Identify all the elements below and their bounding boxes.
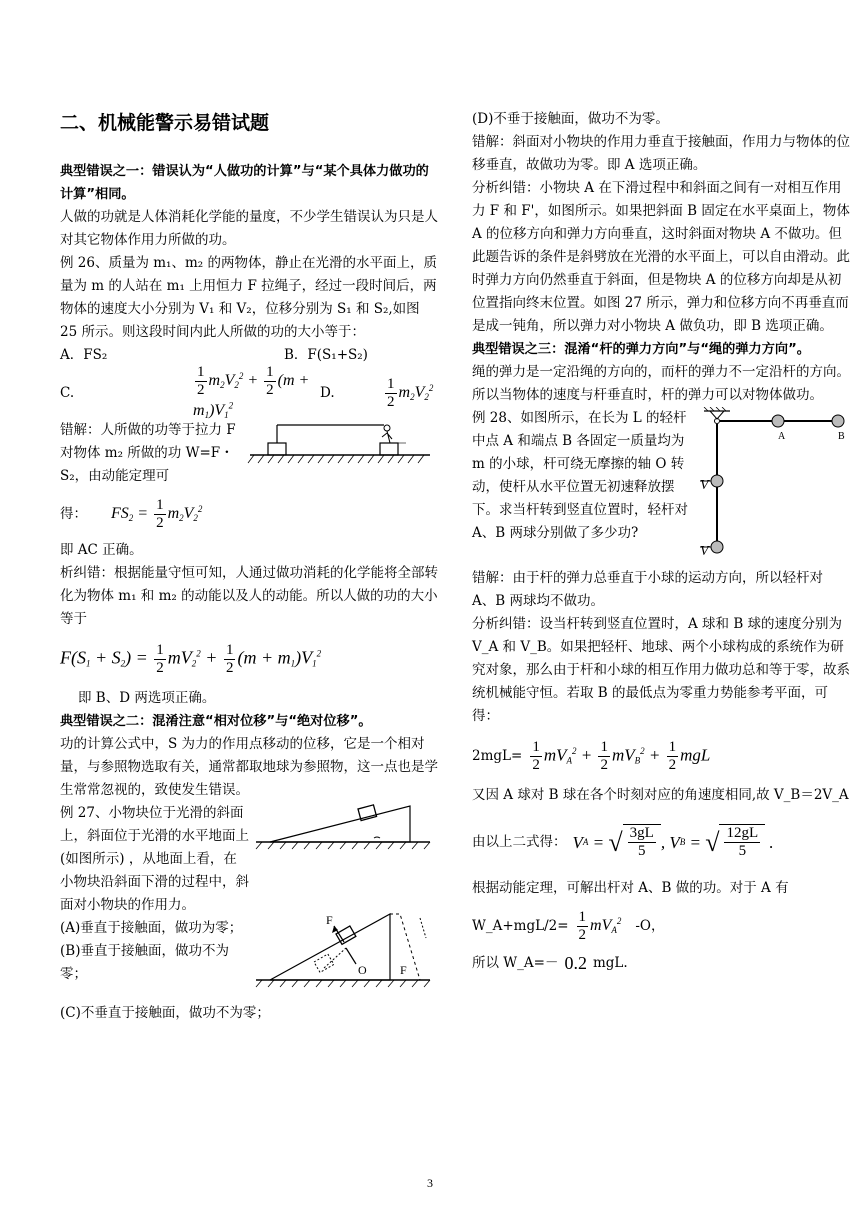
figure-28 [700,407,850,567]
page-title [60,108,269,138]
fig28-a-label: A [778,431,786,442]
example-27-option-d: (D)不垂于接触面，做功不为零。 [472,111,669,127]
ac-correct-text: 即 AC 正确。 [60,542,143,558]
example-28: 例 28、如图所示，在长为 L 的轻杆中点 A 和端点 B 各固定一质量均为 m 的小球，杆可绕无摩擦的轴 O 转动，使杆从水平位置无初速释放摆下。求当杆转到竖直位置时，轻杆对 A、B 两球分别做了多少功? [472,410,688,541]
work-equation: $F(S_1 + S_2)$ = $\frac{1}{2}$ $mV_2^2$ + $\frac{1}{2}$ $(m + m_1)V_1^2$ [60,641,322,676]
example-27-option-c: (C)不垂直于接触面，做功不为零； [60,1005,270,1021]
example-28-row [472,407,850,567]
page-number: 3 [427,1176,433,1190]
fig27-force2-label: F [400,963,407,977]
example-27-option-b: (B)垂直于接触面，做功不为零； [60,943,229,982]
fig27-o-label: O [358,963,367,977]
example-27-option-a: (A)垂直于接触面，做功为零； [60,920,243,936]
velocity-relation-text: 又因 A 球对 B 球在各个时刻对应的角速度相同,故 V_B＝2V_A [472,787,849,803]
right-column [472,108,850,975]
energy-theorem-text: 根据动能定理，可解出杆对 A、B 做的功。对于 A 有 [472,880,789,896]
section-title: 二、机械能警示易错试题 [60,112,270,134]
example-27: 例 27、小物块位于光滑的斜面上，斜面位于光滑的水平地面上(如图所示) ，从地面上看，在小物块沿斜面下滑的过程中，斜面对小物块的作用力。 [60,805,249,913]
analysis-text: 析纠错：根据能量守恒可知，人通过做功消耗的化学能将全部转化为物体 m₁ 和 m₂ 的动能以及人的动能。所以人做的功的大小等于 [60,565,438,627]
error2-intro: 功的计算公式中，S 为力的作用点移动的位移，它是一个相对量，与参照物选取有关，通常都取地球为参照物，这一点也是学生常常忽视的，致使发生错误。 [60,736,438,798]
option-a: A．FS₂ [60,347,108,363]
example-26: 例 26、质量为 m₁、m₂ 的两物体，静止在光滑的水平面上，质量为 m 的人站在 m₁ 上用恒力 F 拉绳子，经过一段时间后，两物体的速度大小分别为 V₁ 和 V₂，位移分别为 S₁ 和 S₂,如图 25 所示。则这段时间内此人所做的功的大小等于： [60,255,437,340]
option-b: B．F(S₁+S₂) [284,347,368,363]
error1-intro: 人做的功就是人体消耗化学能的量度，不少学生错误认为只是人对其它物体作用力所做的功。 [60,209,438,248]
fig28-vb-label: V [700,544,709,559]
left-column [60,160,440,1025]
options-cd [60,364,440,420]
wrong-solution-27: 错解：斜面对小物块的作用力垂直于接触面，作用力与物体的位移垂直，故做功为零。即 A 选项正确。 [472,134,850,173]
wrong-solution-text: 错解：人所做的功等于拉力 F 对物体 m₂ 所做的功 W=F・S₂，由动能定理可 [60,422,236,484]
analysis-28: 分析纠错：设当杆转到竖直位置时，A 球和 B 球的速度分别为 V_A 和 V_B。如果把轻杆、地球、两个小球构成的系统作为研究对象，那么由于杆和小球的相互作用力做功总和等于零，故系统机械能守恒。若取 B 的最低点为零重力势能参考平面，可得： [472,616,850,724]
error3-heading: 典型错误之三：混淆“杆的弹力方向”与“绳的弹力方向”。 [472,342,810,357]
option-c-formula: $\frac{1}{2}$ $m_2V_2^2$ + $\frac{1}{2}$ $(m + m_1)V_1^2$ [193,364,310,420]
work-a-equation: W_A+mgL/2= $\frac{1}{2}$ $mV_A^2$ -O， [472,908,665,943]
bd-correct-text: 即 B、D 两选项正确。 [78,690,216,706]
wrong-solution-equation: 得： $FS_2$ = $\frac{1}{2}$ $m_2V_2^2$ [60,496,203,531]
velocity-result: 由以上二式得： V A = √ $\frac{3gL}{5}$ , V B = √ $\frac{12gL}{5}$ . [472,825,774,859]
option-d-formula: $\frac{1}{2}$ $m_2V_2^2$ [387,375,434,410]
wrong-solution-row [60,419,440,489]
fig27-force-label: F [326,913,333,927]
error1-heading: 典型错误之一：错误认为“人做功的计算”与“某个具体力做功的计算”相同。 [60,164,429,202]
example-27-row [60,802,440,1002]
option-d: D. $\frac{1}{2}$ $m_2V_2^2$ [320,376,440,411]
wrong-solution-28: 错解：由于杆的弹力总垂直于小球的运动方向，所以轻杆对 A、B 两球均不做功。 [472,570,823,609]
energy-equation: 2mgL= $\frac{1}{2}$ $mV_A^2$ + $\frac{1}{2}$ $mV_B^2$ + $\frac{1}{2}$ mgL [472,738,711,773]
error2-heading: 典型错误之二：混淆注意“相对位移”与“绝对位移”。 [60,714,372,729]
analysis-27: 分析纠错：小物块 A 在下滑过程中和斜面之间有一对相互作用力 F 和 F'，如图所示。如果把斜面 B 固定在水平桌面上，物体 A 的位移方向和弹力方向垂直，这时斜面对物块 A 不做功。但此题告诉的条件是斜劈放在光滑的水平面上，可以自由滑动。此时弹力方向仍然垂直于斜面，但是物块 A 的位移方向却是从初位置指向终末位置。如图 27 所示，弹力和位移方向不再垂直而是成一钝角，所以弹力对小物块 A 做负功，即 B 选项正确。 [472,180,850,334]
work-a-result: 所以 W_A=－ 0.2 mgL. [472,953,628,973]
option-c: C. $\frac{1}{2}$ $m_2V_2^2$ + $\frac{1}{2}$ $(m + m_1)V_1^2$ [60,364,320,422]
figure-27 [250,802,440,1002]
figure-25 [244,419,440,489]
fig28-b-label: B [838,431,845,442]
error3-intro: 绳的弹力是一定沿绳的方向的，而杆的弹力不一定沿杆的方向。所以当物体的速度与杆垂直时，杆的弹力可以对物体做功。 [472,364,850,403]
fig28-va-label: V [700,478,709,493]
